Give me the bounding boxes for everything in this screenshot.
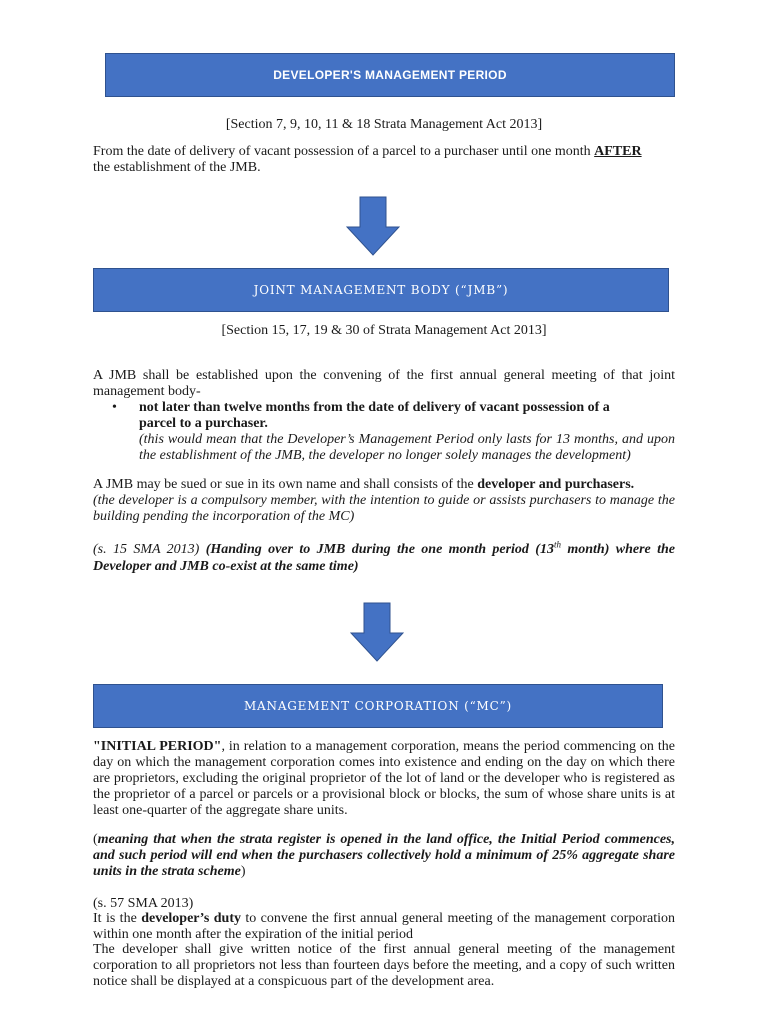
section-reference: [Section 15, 17, 19 & 30 of Strata Management Act 2013] bbox=[221, 323, 547, 338]
after-emphasis: AFTER bbox=[594, 144, 642, 159]
section-reference: [Section 7, 9, 10, 11 & 18 Strata Management Act 2013] bbox=[225, 117, 543, 132]
bullet-icon: • bbox=[112, 400, 117, 415]
heading-text: MANAGEMENT CORPORATION (“MC”) bbox=[243, 699, 513, 713]
down-arrow-icon bbox=[346, 196, 400, 256]
bullet-note: (this would mean that the Developer’s Management Period only lasts for 13 months, and upon the establishment of the JMB, the developer no longer solely manages the development) bbox=[139, 432, 675, 463]
bullet-item: • not later than twelve months from the date of delivery of vacant possession of a parcel to a purchaser. (this would mean that the Developer’s Management Period only lasts for 13 months, and upon the establishment of the JMB, the developer no longer solely manages the development) bbox=[112, 400, 675, 463]
jmb-intro: A JMB shall be established upon the convening of the first annual general meeting of that joint management body- bbox=[93, 368, 675, 399]
developer-duty-paragraph: It is the developer’s duty to convene the first annual general meeting of the management corporation within one month after the expiration of the initial period bbox=[93, 911, 675, 942]
written-notice-paragraph: The developer shall give written notice of the first annual general meeting of the management corporation to all proprietors not less than fourteen days before the meeting, and a copy of such written notice shall be displayed at a conspicuous part of the development area. bbox=[93, 942, 675, 989]
down-arrow-icon bbox=[350, 602, 404, 662]
jmb-sued-paragraph: A JMB may be sued or sue in its own name and shall consists of the developer and purchasers. (the developer is a compulsory member, with the intention to guide or assists purchasers to manage the building pending the incorporation of the MC) bbox=[93, 477, 675, 524]
initial-period-meaning: (meaning that when the strata register is opened in the land office, the Initial Period commences, and such period will end when the purchasers collectively hold a minimum of 25% aggregate share units in the strata scheme) bbox=[93, 832, 675, 879]
developer-period-description: From the date of delivery of vacant possession of a parcel to a purchaser until one month AFTER the establishment of the JMB. bbox=[93, 144, 642, 175]
heading-text: DEVELOPER'S MANAGEMENT PERIOD bbox=[273, 68, 507, 82]
developer-member-note: (the developer is a compulsory member, with the intention to guide or assists purchasers to manage the building pending the incorporation of the MC) bbox=[93, 493, 675, 524]
jmb-heading bbox=[93, 268, 669, 312]
sma57-reference: (s. 57 SMA 2013) bbox=[93, 896, 194, 911]
developer-management-period-heading bbox=[105, 53, 675, 97]
mc-heading bbox=[93, 684, 663, 728]
handover-paragraph: (s. 15 SMA 2013) (Handing over to JMB during the one month period (13th month) where the Developer and JMB co-exist at the same time) bbox=[93, 539, 675, 574]
heading-text: JOINT MANAGEMENT BODY (“JMB”) bbox=[253, 283, 509, 297]
handover-reference: (s. 15 SMA 2013) bbox=[93, 542, 200, 557]
initial-period-definition: "INITIAL PERIOD", in relation to a management corporation, means the period commencing on the day on which the management corporation comes into existence and ending on the day on which there are proprietors, excluding the original proprietor of the lot of land or the developer who is registered as the proprietor of a parcel or parcels or a provisional block or blocks, the sum of whose share units is at least one-quarter of the aggregate share units. bbox=[93, 739, 675, 818]
